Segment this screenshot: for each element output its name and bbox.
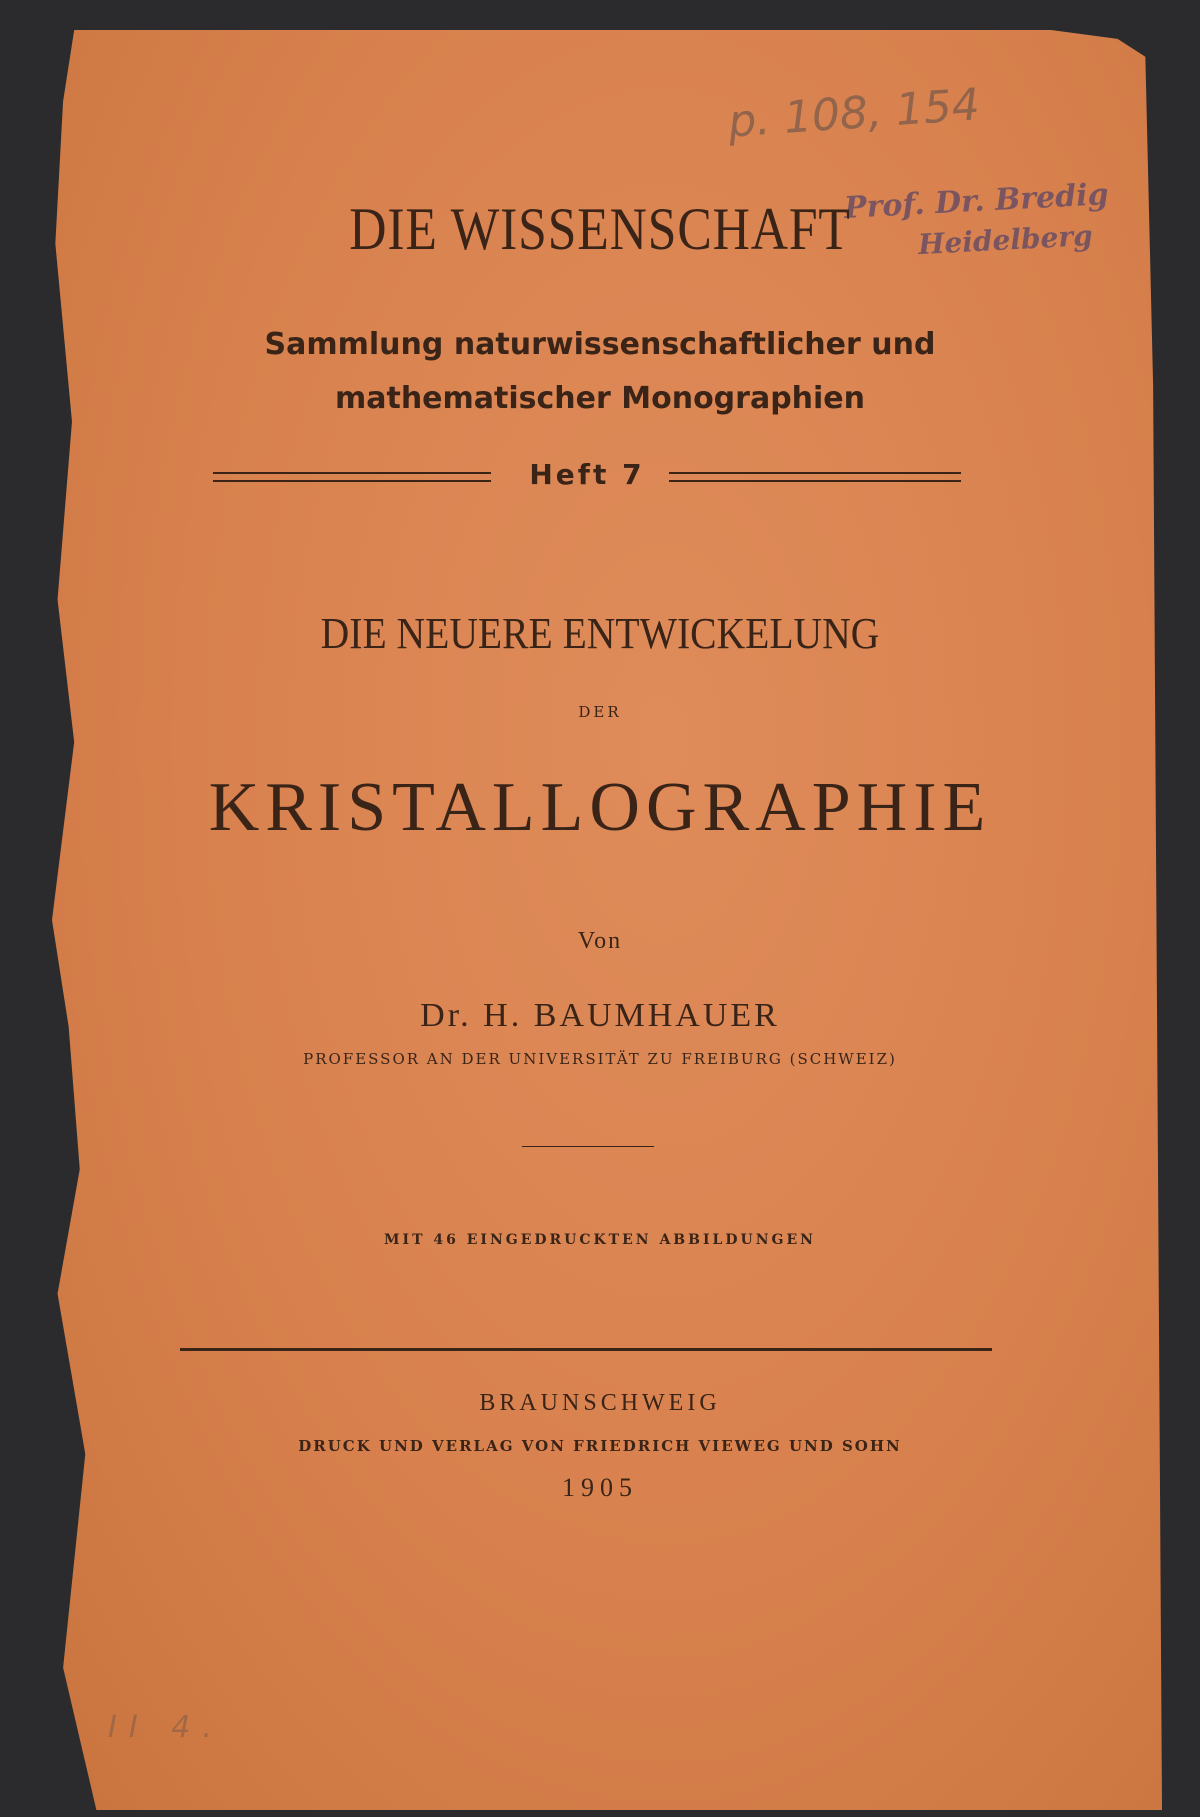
series-subtitle-line1: Sammlung naturwissenschaftlicher und [264,327,936,362]
pencil-note: ІІ 4. [108,1710,224,1745]
book-title-line1: DIE NEUERE ENTWICKELUNG [320,609,880,658]
issue-row [213,458,961,498]
short-divider [522,1146,654,1147]
book-title-main: KRISTALLOGRAPHIE [208,769,992,846]
owner-stamp-city: Heidelberg [917,219,1094,262]
series-title: DIE WISSENSCHAFT [349,196,851,262]
by-line: Von [577,928,623,954]
imprint-divider [180,1348,992,1351]
author-affiliation: PROFESSOR AN DER UNIVERSITÄT ZU FREIBURG (SCHWEIZ) [303,1050,897,1068]
issue-rule-right [669,472,961,482]
series-subtitle-line2: mathematischer Monographien [334,381,866,416]
cover-page [52,30,1162,1810]
owner-stamp-name: Prof. Dr. Bredig [843,177,1110,226]
publisher: DRUCK UND VERLAG VON FRIEDRICH VIEWEG UND SOHN [298,1437,902,1455]
author-name: Dr. H. BAUMHAUER [420,997,780,1034]
book-title-connector: DER [578,703,622,721]
series-subtitle [0,318,1200,426]
publication-year: 1905 [562,1473,638,1502]
publication-place: BRAUNSCHWEIG [479,1390,721,1416]
handwritten-shelfmark: p. 108, 154 [726,79,982,148]
illustrations-note: MIT 46 EINGEDRUCKTEN ABBILDUNGEN [384,1232,816,1248]
issue-number: Heft 7 [529,458,645,491]
